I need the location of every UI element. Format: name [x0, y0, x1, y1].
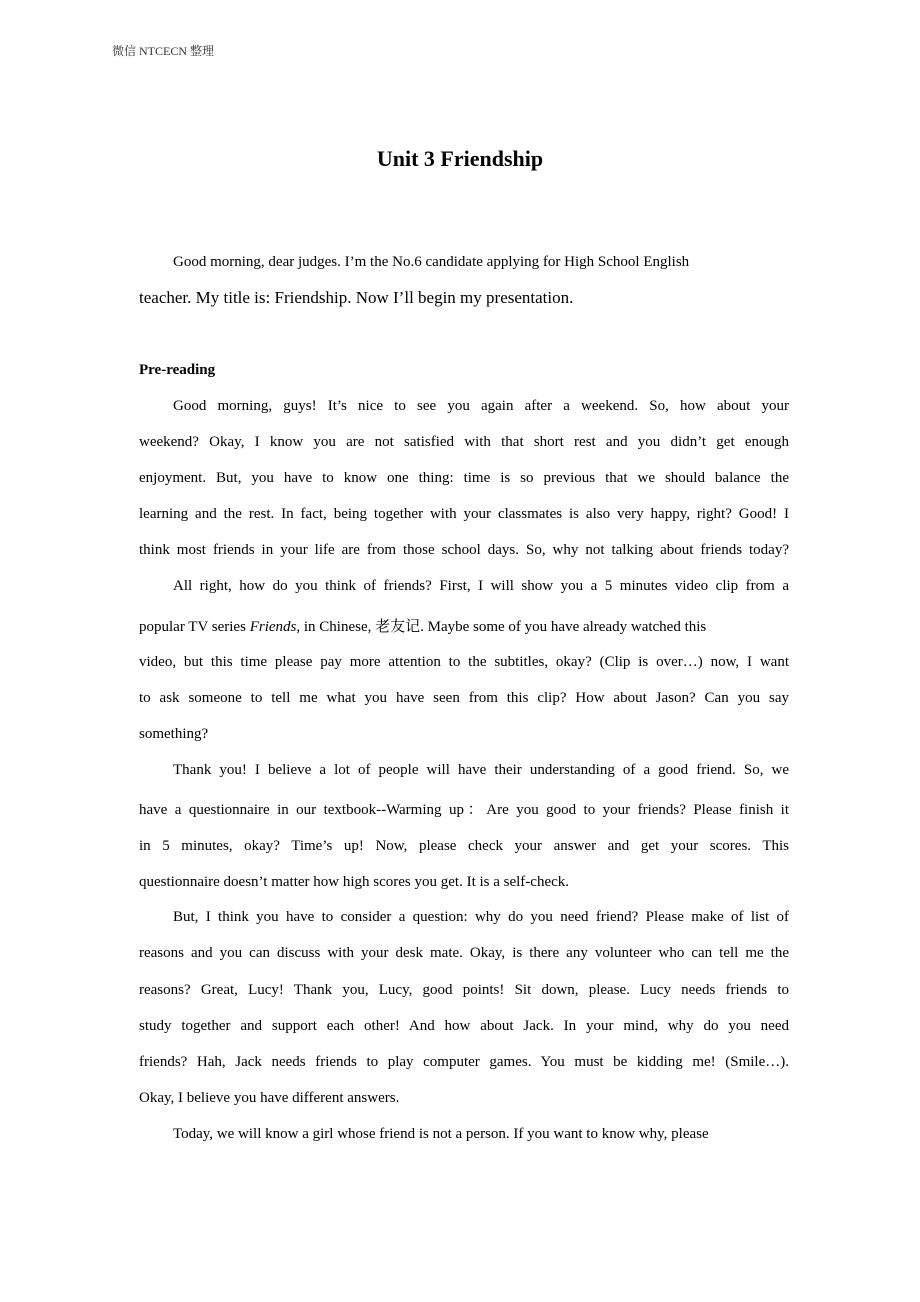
body-text: popular TV series	[139, 619, 246, 635]
body-line: questionnaire doesn’t matter how high scores you get. It is a self-check.	[139, 874, 570, 890]
body-line: learning and the rest. In fact, being together with your classmates is also very happy, right? Good! I	[139, 506, 789, 522]
body-line: weekend? Okay, I know you are not satisfied with that short rest and you didn’t get enough	[139, 434, 789, 450]
body-line: friends? Hah, Jack needs friends to play computer games. You must be kidding me! (Smile…).	[139, 1054, 789, 1070]
section-heading: Pre-reading	[139, 362, 216, 378]
body-line: to ask someone to tell me what you have seen from this clip? How about Jason? Can you say	[139, 690, 789, 706]
friends-title: Friends	[249, 619, 297, 635]
body-line: Thank you! I believe a lot of people will have their understanding of a good friend. So, we	[173, 762, 789, 778]
body-line: Okay, I believe you have different answers.	[139, 1090, 400, 1106]
body-line: in 5 minutes, okay? Time’s up! Now, please check your answer and get your scores. This	[139, 838, 789, 854]
body-line: video, but this time please pay more attention to the subtitles, okay? (Clip is over…) now, I want	[139, 654, 789, 670]
body-line: reasons? Great, Lucy! Thank you, Lucy, good points! Sit down, please. Lucy needs friends to	[139, 982, 789, 998]
intro-line-1: Good morning, dear judges. I’m the No.6 candidate applying for High School English	[173, 254, 690, 270]
body-text: , in Chinese, 老友记. Maybe some of you have already watched this	[296, 619, 707, 635]
body-line: something?	[139, 726, 209, 742]
body-line: Good morning, guys! It’s nice to see you again after a weekend. So, how about your	[173, 398, 789, 414]
body-line: All right, how do you think of friends? First, I will show you a 5 minutes video clip from a	[173, 578, 789, 594]
intro-line-2: teacher. My title is: Friendship. Now I’ll begin my presentation.	[139, 288, 574, 307]
body-line: think most friends in your life are from those school days. So, why not talking about friends today?	[139, 542, 789, 558]
body-line: But, I think you have to consider a question: why do you need friend? Please make of list of	[173, 909, 789, 925]
page-title: Unit 3 Friendship	[376, 146, 544, 171]
header-note: 微信 NTCECN 整理	[112, 44, 215, 58]
body-line: Today, we will know a girl whose friend is not a person. If you want to know why, please	[173, 1126, 709, 1142]
body-line: reasons and you can discuss with your desk mate. Okay, is there any volunteer who can tell me the	[139, 945, 789, 961]
body-line-friends	[139, 615, 789, 636]
body-line: have a questionnaire in our textbook--Warming up：Are you good to your friends? Please finish it	[139, 802, 789, 818]
body-line: enjoyment. But, you have to know one thing: time is so previous that we should balance the	[139, 470, 789, 486]
body-line: study together and support each other! And how about Jack. In your mind, why do you need	[139, 1018, 789, 1034]
